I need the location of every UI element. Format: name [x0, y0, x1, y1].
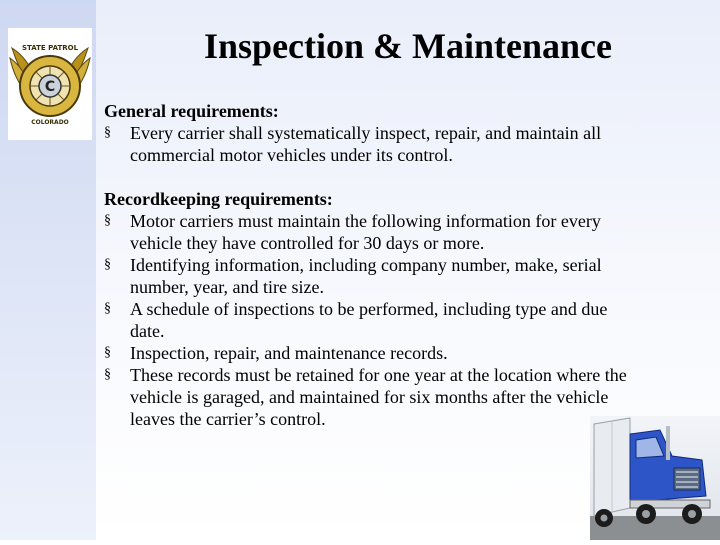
- bullet-text: Motor carriers must maintain the following information for every vehicle they have controlled for 30 days or more.: [130, 211, 601, 253]
- bullet-text: Every carrier shall systematically inspect, repair, and maintain all commercial motor vehicles under its control.: [130, 123, 602, 165]
- list-item: [104, 364, 639, 430]
- bullet-glyph: §: [104, 301, 111, 316]
- logo-text-bottom: COLORADO: [31, 119, 69, 126]
- logo-letter: C: [44, 79, 56, 95]
- section-general: [104, 100, 639, 166]
- list-item: [104, 254, 639, 298]
- bullet-glyph: §: [104, 345, 111, 360]
- section-heading: General requirements:: [104, 101, 279, 121]
- list-item: [104, 210, 639, 254]
- bullet-list: [104, 122, 639, 166]
- slide-title: Inspection & Maintenance: [204, 26, 612, 66]
- list-item: [104, 342, 639, 364]
- state-patrol-logo: [8, 28, 92, 140]
- list-item: [104, 122, 639, 166]
- slide-content: [104, 100, 639, 452]
- bullet-glyph: §: [104, 125, 111, 140]
- section-heading: Recordkeeping requirements:: [104, 189, 333, 209]
- bullet-glyph: §: [104, 367, 111, 382]
- section-recordkeeping: [104, 188, 639, 430]
- bullet-text: Inspection, repair, and maintenance records.: [130, 343, 448, 363]
- bullet-text: A schedule of inspections to be performed, including type and due date.: [130, 299, 608, 341]
- bullet-text: Identifying information, including company number, make, serial number, year, and tire size.: [130, 255, 602, 297]
- logo-text-top: STATE PATROL: [21, 44, 79, 52]
- list-item: [104, 298, 639, 342]
- bullet-list: [104, 210, 639, 430]
- semi-truck-icon: [590, 416, 720, 540]
- bullet-glyph: §: [104, 257, 111, 272]
- semi-truck-image: [590, 416, 720, 540]
- bullet-glyph: §: [104, 213, 111, 228]
- state-patrol-emblem-icon: [8, 28, 92, 140]
- bullet-text: These records must be retained for one year at the location where the vehicle is garaged, and maintained for six months after the vehicle leaves the carrier’s control.: [130, 365, 627, 429]
